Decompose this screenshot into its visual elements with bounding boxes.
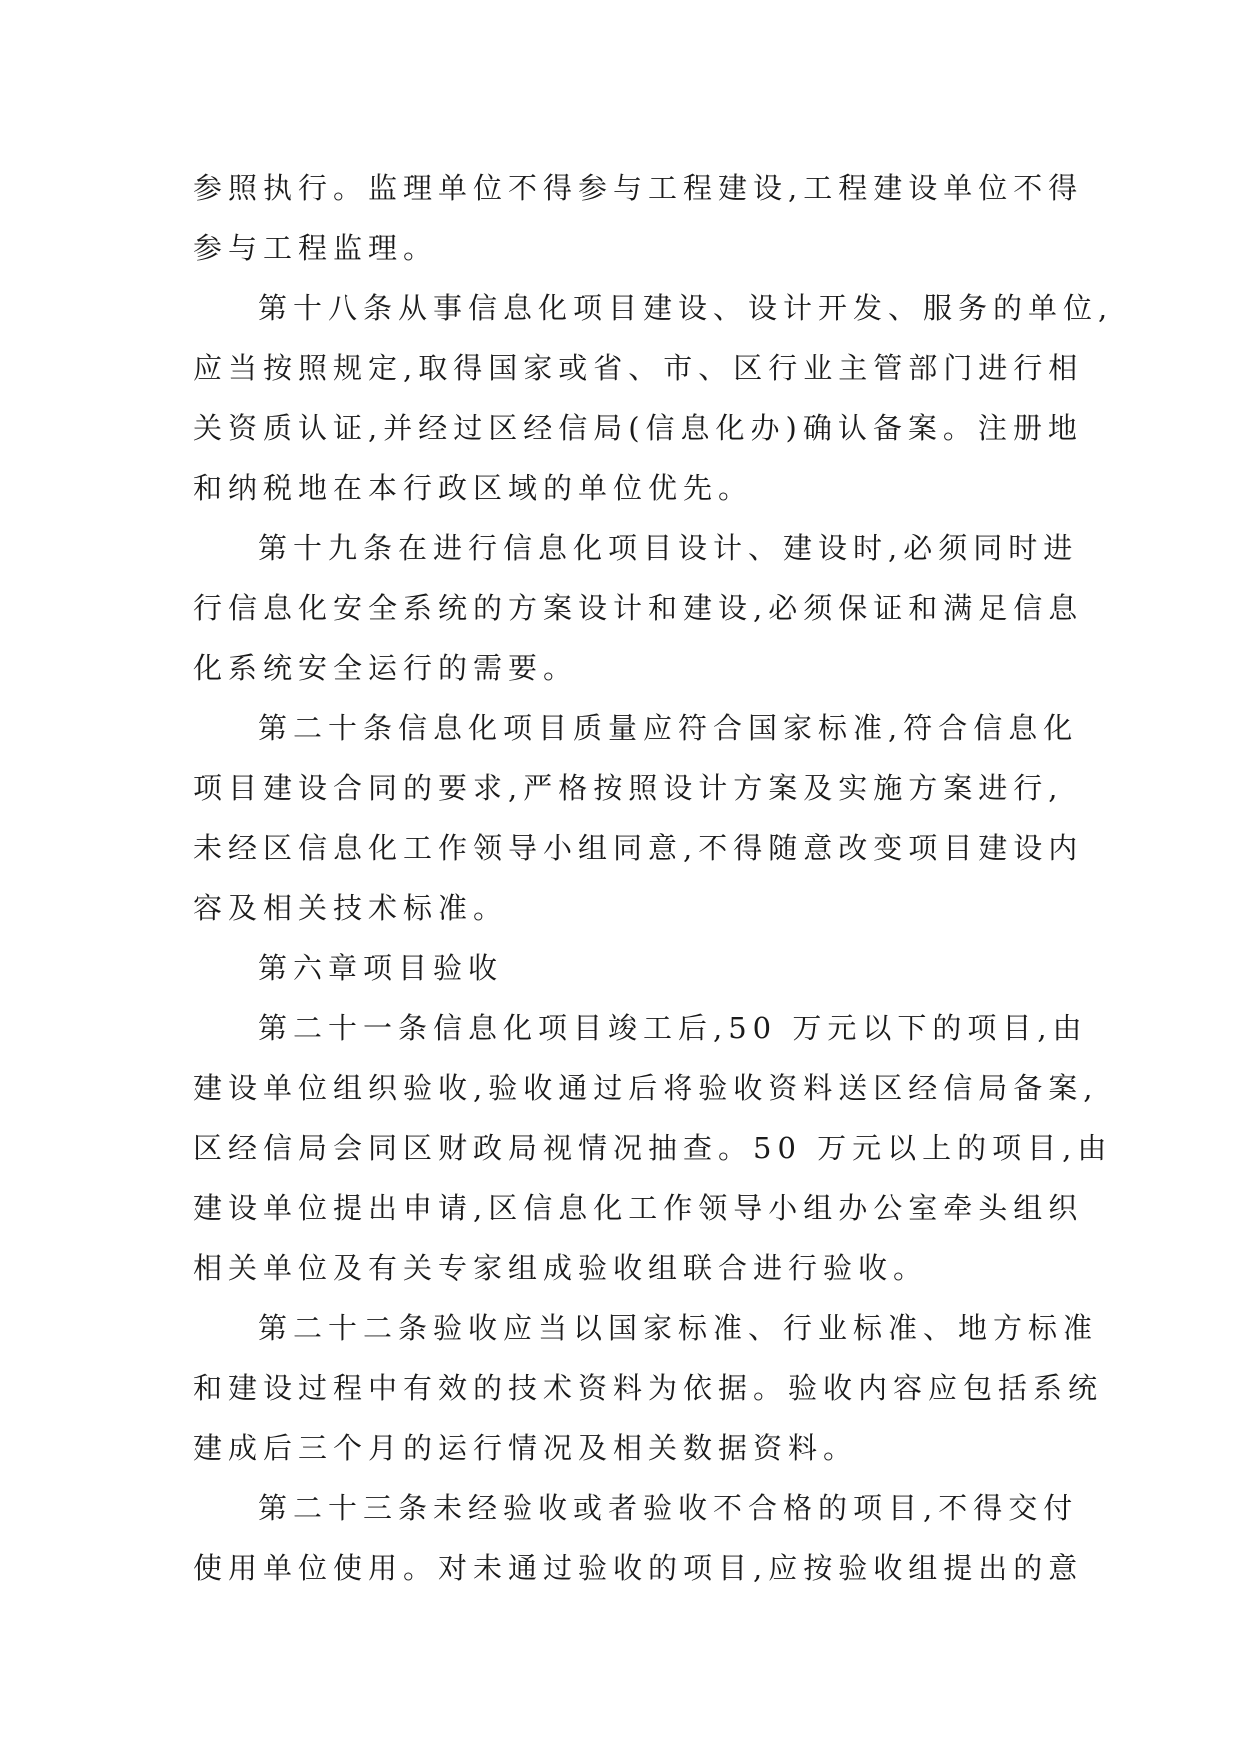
text-line: 参与工程监理。 (193, 231, 439, 265)
text-line: 关资质认证,并经过区经信局(信息化办)确认备案。注册地 (193, 411, 1083, 445)
article-19-start: 第十九条在进行信息化项目设计、建设时,必须同时进 (258, 531, 1079, 565)
text-line: 和建设过程中有效的技术资料为依据。验收内容应包括系统 (193, 1371, 1104, 1405)
text-line: 行信息化安全系统的方案设计和建设,必须保证和满足信息 (193, 591, 1084, 625)
text-line: 应当按照规定,取得国家或省、市、区行业主管部门进行相 (193, 351, 1084, 385)
article-23-start: 第二十三条未经验收或者验收不合格的项目,不得交付 (258, 1491, 1079, 1525)
text-line: 建成后三个月的运行情况及相关数据资料。 (193, 1431, 859, 1465)
text-line: 区经信局会同区财政局视情况抽查。50 万元以上的项目,由 (193, 1131, 1113, 1165)
article-18-start: 第十八条从事信息化项目建设、设计开发、服务的单位, (258, 291, 1114, 325)
text-line: 相关单位及有关专家组成验收组联合进行验收。 (193, 1251, 929, 1285)
text-line: 容及相关技术标准。 (193, 891, 509, 925)
text-line: 建设单位组织验收,验收通过后将验收资料送区经信局备案, (193, 1071, 1099, 1105)
chapter-6-heading: 第六章项目验收 (258, 951, 504, 985)
text-line: 和纳税地在本行政区域的单位优先。 (193, 471, 754, 505)
document-body (193, 158, 1114, 1598)
article-21-start: 第二十一条信息化项目竣工后,50 万元以下的项目,由 (258, 1011, 1088, 1045)
text-line: 参照执行。监理单位不得参与工程建设,工程建设单位不得 (193, 171, 1084, 205)
article-20-start: 第二十条信息化项目质量应符合国家标准,符合信息化 (258, 711, 1079, 745)
article-22-start: 第二十二条验收应当以国家标准、行业标准、地方标准 (258, 1311, 1099, 1345)
text-line: 项目建设合同的要求,严格按照设计方案及实施方案进行, (193, 771, 1064, 805)
text-line: 使用单位使用。对未通过验收的项目,应按验收组提出的意 (193, 1551, 1084, 1585)
text-line: 未经区信息化工作领导小组同意,不得随意改变项目建设内 (193, 831, 1084, 865)
text-line: 建设单位提出申请,区信息化工作领导小组办公室牵头组织 (193, 1191, 1084, 1225)
text-line: 化系统安全运行的需要。 (193, 651, 579, 685)
